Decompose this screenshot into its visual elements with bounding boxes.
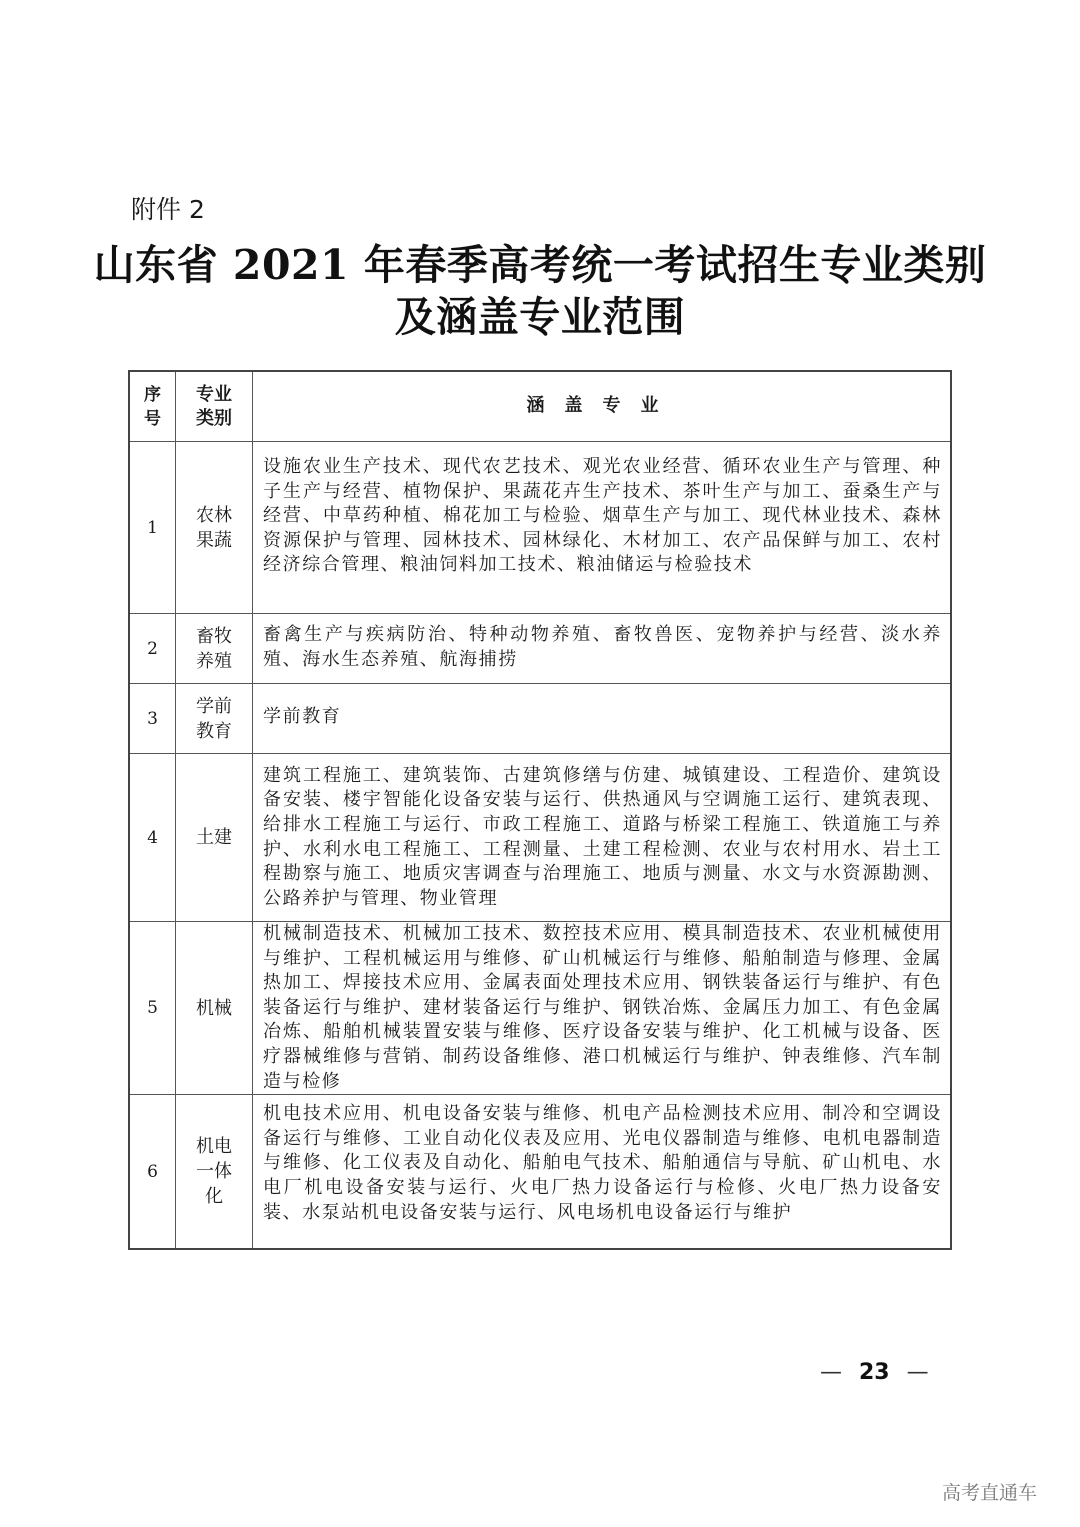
row-coverage: 机械制造技术、机械加工技术、数控技术应用、模具制造技术、农业机械使用与维护、工程机械运用与维修、矿山机械运行与维修、船舶制造与修理、金属热加工、焊接技术应用、金属表面处理技术应用、钢铁装备运行与维护、有色装备运行与维护、建材装备运行与维护、钢铁冶炼、金属压力加工、有色金属冶炼、船舶机械装置安装与维修、医疗设备安装与维护、化工机械与设备、医疗器械维修与营销、制药设备维修、港口机械运行与维护、钟表维修、汽车制造与检修: [253, 922, 952, 1095]
row-category: 土建: [176, 754, 253, 922]
row-category: 机械: [176, 922, 253, 1095]
row-index: 6: [129, 1095, 176, 1250]
page-number: [820, 1360, 929, 1385]
table-row: [129, 1095, 951, 1250]
page-dash-right: —: [906, 1360, 929, 1385]
document-title-line-1: 山东省 2021 年春季高考统一考试招生专业类别: [93, 241, 987, 289]
table-row: [129, 442, 951, 614]
row-coverage: 畜禽生产与疾病防治、特种动物养殖、畜牧兽医、宠物养护与经营、淡水养殖、海水生态养殖、航海捕捞: [253, 614, 952, 684]
table-header-row: [129, 371, 951, 442]
table-row: [129, 684, 951, 754]
major-category-table: [128, 370, 952, 1250]
header-category: 专业类别: [176, 371, 253, 442]
row-category: 农林果蔬: [176, 442, 253, 614]
row-coverage: 设施农业生产技术、现代农艺技术、观光农业经营、循环农业生产与管理、种子生产与经营、植物保护、果蔬花卉生产技术、茶叶生产与加工、蚕桑生产与经营、中草药种植、棉花加工与检验、烟草生产与加工、现代林业技术、森林资源保护与管理、园林技术、园林绿化、木材加工、农产品保鲜与加工、农村经济综合管理、粮油饲料加工技术、粮油储运与检验技术: [253, 442, 952, 614]
row-coverage: 学前教育: [253, 684, 952, 754]
page-number-value: 23: [859, 1360, 890, 1385]
row-index: 2: [129, 614, 176, 684]
row-index: 4: [129, 754, 176, 922]
row-category: 学前教育: [176, 684, 253, 754]
row-category: 机电一体化: [176, 1095, 253, 1250]
table-row: [129, 754, 951, 922]
row-index: 5: [129, 922, 176, 1095]
header-coverage: 涵盖专业: [253, 371, 952, 442]
document-title-line-2: 及涵盖专业范围: [394, 293, 686, 341]
watermark: 高考直通车: [942, 1482, 1038, 1504]
attachment-label: 附件 2: [131, 195, 205, 224]
page-dash-left: —: [820, 1360, 842, 1385]
row-coverage: 建筑工程施工、建筑装饰、古建筑修缮与仿建、城镇建设、工程造价、建筑设备安装、楼宇智能化设备安装与运行、供热通风与空调施工运行、建筑表现、给排水工程施工与运行、市政工程施工、道路与桥梁工程施工、铁道施工与养护、水利水电工程施工、工程测量、土建工程检测、农业与农村用水、岩土工程勘察与施工、地质灾害调查与治理施工、地质与测量、水文与水资源勘测、公路养护与管理、物业管理: [253, 754, 952, 922]
header-index: 序号: [129, 371, 176, 442]
row-coverage: 机电技术应用、机电设备安装与维修、机电产品检测技术应用、制冷和空调设备运行与维修、工业自动化仪表及应用、光电仪器制造与维修、电机电器制造与维修、化工仪表及自动化、船舶电气技术、船舶通信与导航、矿山机电、水电厂机电设备安装与运行、火电厂热力设备运行与检修、火电厂热力设备安装、水泵站机电设备安装与运行、风电场机电设备运行与维护: [253, 1095, 952, 1250]
table-row: [129, 614, 951, 684]
row-index: 1: [129, 442, 176, 614]
row-index: 3: [129, 684, 176, 754]
table-row: [129, 922, 951, 1095]
row-category: 畜牧养殖: [176, 614, 253, 684]
